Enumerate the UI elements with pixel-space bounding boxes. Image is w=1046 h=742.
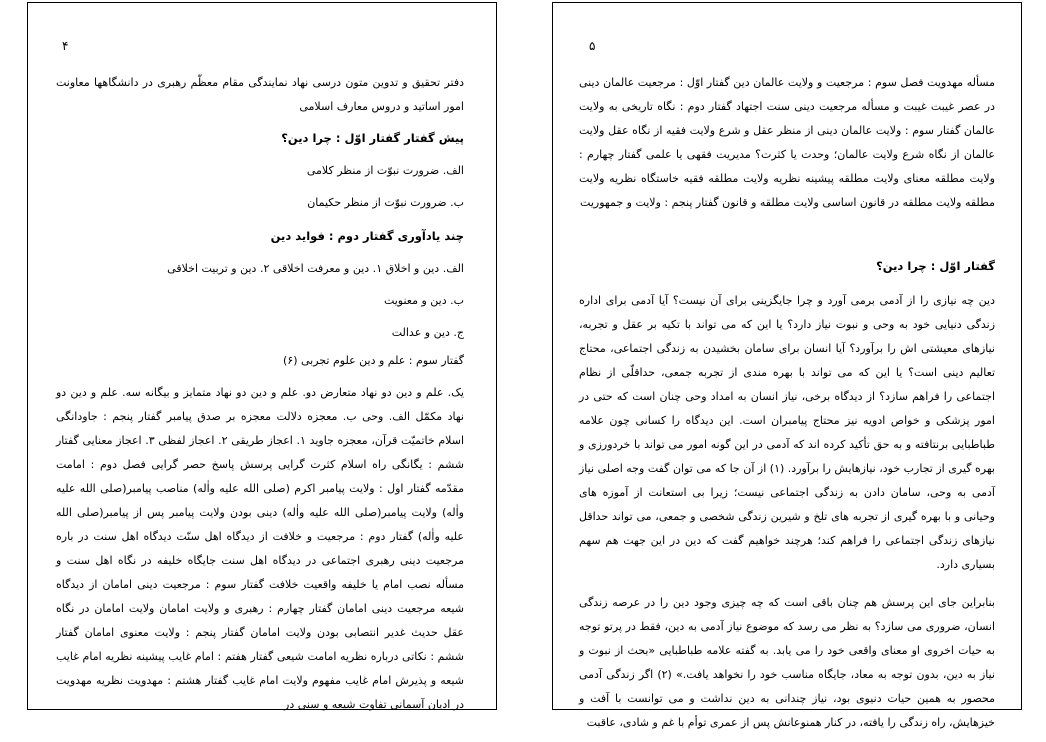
intro-paragraph: دفتر تحقیق و تدوین متون درسی نهاد نمایندگی مقام معظّم رهبری در دانشگاهها معاونت امور اساتید و دروس معارف اسلامی: [56, 76, 464, 113]
document-page-right: [552, 2, 1022, 729]
body-paragraph: یک. علم و دین دو نهاد متعارض دو. علم و دین دو نهاد متمایز و بیگانه سه. علم و دین دو نهاد مکمّل الف. وحی ب. معجزه دلالت معجزه بر صدق پیامبر گفتار پنجم : جاودانگی اسلام خاتمیّت قرآن، معجزه جاوید ۱. اعجاز طریقی ۲. اعجاز لفظی ۳. اعجاز معنایی گفتار ششم : یگانگی راه اسلام کثرت گرایی پرسش پاسخ حصر گرایی فصل دوم : امامت مقدّمه گفتار اول : ولایت پیامبر اکرم (صلی الله علیه واٰله) مناصب پیامبر(صلی الله علیه واٰله) ولایت پیامبر(صلی الله علیه واٰله) دینی بودن ولایت پیامبر پس از پیامبر(صلی الله علیه واٰله) گفتار دوم : مرجعیت و خلافت از دیدگاه اهل سنّت دیدگاه اهل سنت در باره مرجعیت دینی رهبری اجتماعی در دیدگاه اهل سنت جایگاه خلیفه در نگاه اهل سنت و مسأله نصب امام یا خلیفه واقعیت خلافت گفتار سوم : مرجعیت دینی امامان از دیدگاه شیعه مرجعیت دینی امامان گفتار چهارم : رهبری و ولایت امامان ولایت امامان در نگاه عقل حدیث غدیر انتصابی بودن ولایت امامان گفتار پنجم : ولایت معنوی امامان گفتار ششم : نکاتی درباره نظریه امامت شیعی گفتار هفتم : امام غایب پیشینه نظریه امام غایب شیعه و پذیرش امام غایب مفهوم ولایت امام غایب گفتار هشتم : مهدویت نظریه مهدویت در ادیان آسمانی تفاوت شیعه و سنی در: [56, 386, 464, 711]
toc-item: ج. دین و عدالت: [391, 326, 464, 339]
page-content: [56, 71, 464, 717]
intro-paragraph: مسأله مهدویت فصل سوم : مرجعیت و ولایت عالمان دین گفتار اوّل : مرجعیت عالمان دینی در عصر غیبت غیبت و مسأله مرجعیت دینی سنت اجتهاد گفتار دوم : نگاه تاریخی به ولایت عالمان گفتار سوم : ولایت عالمان دینی از منظر عقل و شرع ولایت فقیه از نگاه عقل ولایت عالمان از نگاه شرع ولایت عالمان؛ وحدت یا کثرت؟ مدیریت فقهی یا علمی گفتار چهارم : ولایت مطلقه معنای ولایت مطلقه پیشینه نظریه ولایت مطلقه فقیه خاستگاه نظریه ولایت مطلقه ولایت مطلقه در قانون اساسی ولایت مطلقه و قانون گفتار پنجم : ولایت و جمهوریت: [579, 76, 995, 209]
body-paragraph: دین چه نیازی را از آدمی برمی آورد و چرا جایگزینی برای آن نیست؟ آیا آدمی برای اداره زندگی دنیایی خود به وحی و نبوت نیاز دارد؟ یا این که می تواند با تکیه بر عقل و تجربه، نیازهای معیشتی اش را برآورد؟ آیا انسان برای سامان بخشیدن به زندگی اجتماعی، محتاج تعالیم دینی است؟ یا این که می تواند با بهره مندی از تجربه جمعی، حداقلّی از نظام اجتماعی را فراهم سازد؟ از دیدگاه برخی، نیاز انسان به امداد وحی چنان است که حتی در امور پزشکی و خواص ادویه نیز محتاج پیامبران است. این دیدگاه را کسانی چون علامه طباطبایی برنتافته و به حق تأکید کرده اند که آدمی در این گونه امور می تواند با خردورزی و بهره گیری از تجارب خود، نیازهایش را برآورد. (۱) از آن جا که می توان گفت وجه اصلی نیاز آدمی به وحی، سامان دادن به زندگی اجتماعی نیست؛ زیرا بی استعانت از آموزه های وحیانی و با بهره گیری از تجربه های تلخ و شیرین زندگی شخصی و جمعی، می تواند حداقل نیازهای زندگی اجتماعی را فراهم کند؛ هرچند خواهیم گفت که دین در این جهت هم سهم بسیاری دارد.: [579, 294, 995, 571]
document-page-left: [27, 2, 497, 710]
page-content: [579, 71, 995, 735]
body-paragraph: بنابراین جای این پرسش هم چنان باقی است که چه چیزی وجود دین را در عرصه زندگی انسان، ضروری می سازد؟ به نظر می رسد که موضوع نیاز آدمی به دین، فقط در پرتو توجه به حیات اخروی او معنای واقعی خود را می یابد. به گفته علامه طباطبایی «بحث از نبوت و نیاز به دین، بدون توجه به معاد، جایگاه مناسب خود را نخواهد یافت.» (۲) اگر زندگی آدمی محصور به همین حیات دنیوی بود، نیاز چندانی به دین نداشت و می توانست با آفت و خیزهایش، راه زندگی را یافته، در کنار همنوعانش پس از عمری توأم با غم و شادی، عاقبت: [579, 596, 995, 729]
section-heading: پیش گفتار گفتار اوّل : چرا دین؟: [281, 131, 464, 145]
toc-item: ب. دین و معنویت: [383, 294, 464, 307]
toc-item: گفتار سوم : علم و دین علوم تجربی (۶): [282, 354, 464, 367]
toc-item: الف. دین و اخلاق ۱. دین و معرفت اخلاقی ۲. دین و تربیت اخلاقی: [167, 262, 464, 275]
toc-item: ب. ضرورت نبوّت از منظر حکیمان: [307, 196, 464, 209]
toc-item: الف. ضرورت نبوّت از منظر کلامی: [306, 164, 464, 177]
section-heading: گفتار اوّل : چرا دین؟: [876, 259, 995, 273]
page-number: ۵: [589, 39, 596, 53]
page-number: ۴: [62, 39, 69, 53]
section-heading: چند یادآوری گفتار دوم : فواید دین: [270, 229, 464, 243]
